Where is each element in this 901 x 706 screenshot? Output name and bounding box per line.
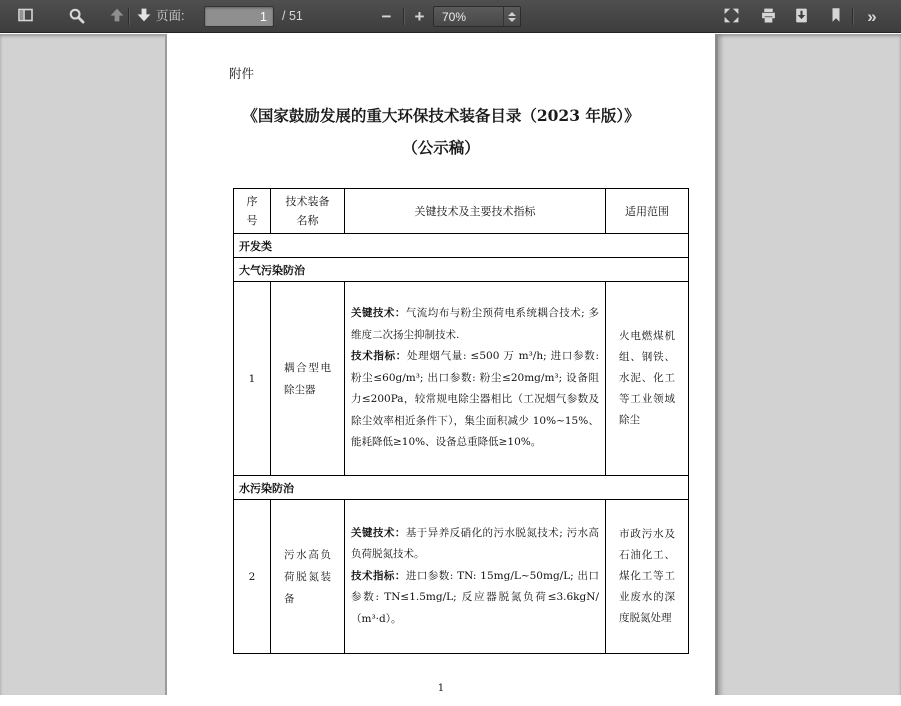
toolbar-divider — [128, 8, 129, 25]
next-page-button[interactable] — [130, 3, 157, 30]
page-number-input[interactable] — [204, 6, 274, 27]
row-no: 1 — [234, 282, 271, 476]
row-key-tech: 关键技术：基于异养反硝化的污水脱氮技术; 污水高负荷脱氮技术。 技术指标：进口参数: TN: 15mg/L~50mg/L; 出口参数: TN≤1.5mg/L; 反应器脱氮负荷≤3.6kgN/（m³·d）。 — [345, 500, 606, 654]
sidebar-toggle-icon — [17, 7, 34, 26]
pdf-viewer-scroll-area[interactable] — [0, 34, 901, 695]
row-equipment-name: 污水高负荷脱氮装备 — [271, 500, 345, 654]
zoom-level-select[interactable] — [433, 6, 521, 27]
catalog-table — [233, 188, 689, 654]
row-no: 2 — [234, 500, 271, 654]
plus-icon: + — [414, 7, 425, 26]
document-subtitle: （公示稿） — [402, 138, 480, 157]
header-scope: 适用范围 — [606, 189, 689, 234]
page-number-label: 页面: — [156, 9, 185, 23]
printer-icon — [760, 7, 777, 27]
pdf-viewer-toolbar — [0, 0, 901, 33]
page-count-label: / 51 — [282, 9, 303, 23]
search-button[interactable] — [63, 3, 90, 30]
header-key-tech: 关键技术及主要技术指标 — [345, 189, 606, 234]
zoom-level-value: 70% — [442, 9, 467, 24]
arrow-up-icon — [109, 7, 125, 26]
category-row-water-pollution: 水污染防治 — [234, 476, 689, 500]
arrow-down-icon — [136, 7, 152, 26]
download-icon — [793, 7, 810, 27]
row-key-tech: 关键技术：气流均布与粉尘预荷电系统耦合技术; 多维度二次扬尘抑制技术. 技术指标：处理烟气量: ≤500 万 m³/h; 进口参数: 粉尘≤60g/m³; 出口参数: 粉尘≤20mg/m³; 设备阻力≤200Pa，较常规电除尘器相比（工况烟气参数及除尘效率相近条件下），集尘面积减少 10%~15%、能耗降低≥10%、设备总重降低≥10%。 — [345, 282, 606, 476]
row-equipment-name: 耦合型电除尘器 — [271, 282, 345, 476]
zoom-in-button[interactable] — [406, 3, 433, 30]
category-row-air-pollution: 大气污染防治 — [234, 258, 689, 282]
page-footer-number: 1 — [437, 682, 445, 694]
download-button[interactable] — [788, 3, 815, 30]
zoom-out-button[interactable] — [373, 3, 400, 30]
search-icon — [68, 7, 85, 27]
header-no: 序 号 — [234, 189, 271, 234]
table-header-row — [234, 189, 689, 234]
category-row-development: 开发类 — [234, 234, 689, 258]
row-scope: 火电燃煤机组、钢铁、水泥、化工等工业领域除尘 — [606, 282, 689, 476]
table-row — [234, 500, 689, 654]
toolbar-divider — [852, 8, 853, 25]
toolbar-divider — [403, 8, 404, 25]
bookmark-icon — [828, 7, 844, 26]
select-spinner-icon — [503, 7, 520, 26]
more-tools-button[interactable] — [858, 3, 885, 30]
pdf-page — [165, 34, 718, 695]
fullscreen-expand-icon — [723, 7, 740, 27]
sidebar-toggle-button[interactable] — [12, 3, 39, 30]
attachment-label: 附件 — [229, 66, 255, 81]
document-title: 《国家鼓励发展的重大环保技术装备目录（2023 年版）》 — [242, 106, 640, 125]
header-equipment-name: 技术装备 名称 — [271, 189, 345, 234]
row-scope: 市政污水及石油化工、煤化工等工业废水的深度脱氮处理 — [606, 500, 689, 654]
presentation-mode-button[interactable] — [718, 3, 745, 30]
print-button[interactable] — [755, 3, 782, 30]
table-row — [234, 282, 689, 476]
minus-icon: − — [381, 7, 392, 26]
chevron-double-right-icon: » — [867, 6, 876, 26]
previous-page-button[interactable] — [103, 3, 130, 30]
bookmark-button[interactable] — [822, 3, 849, 30]
